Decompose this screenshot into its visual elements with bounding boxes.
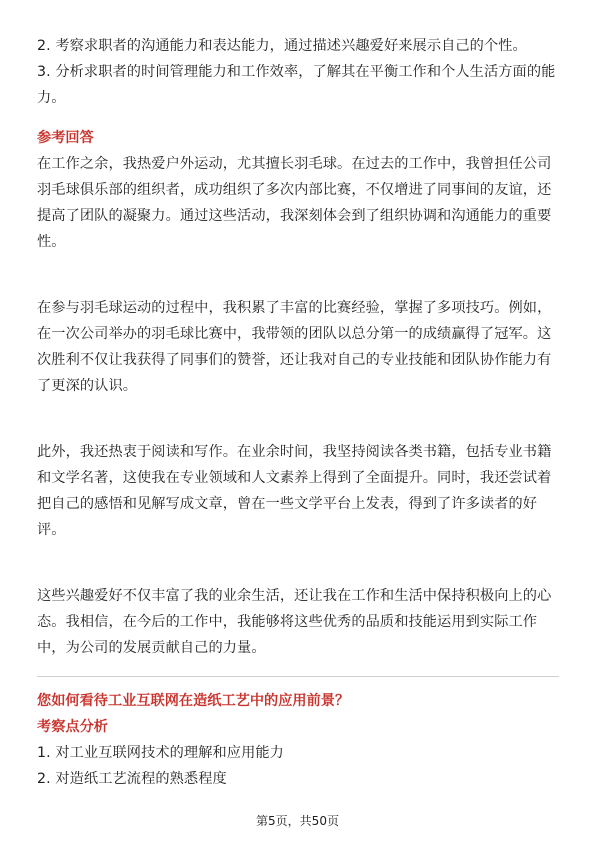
section-divider [37,676,559,677]
paragraph-line: 评。 [37,522,66,538]
analysis-item: 1. 对工业互联网技术的理解和应用能力 [37,745,284,761]
paragraph-line: 在工作之余，我热爱户外运动，尤其擅长羽毛球。在过去的工作中，我曾担任公司 [37,156,552,172]
intro-item-continuation: 力。 [37,90,66,106]
analysis-heading-block [37,714,559,740]
paragraph-line: 羽毛球俱乐部的组织者，成功组织了多次内部比赛，不仅增进了同事间的友谊，还 [37,182,552,198]
paragraph-line: 在一次公司举办的羽毛球比赛中，我带领的团队以总分第一的成绩赢得了冠军。这 [37,326,552,342]
analysis-list [37,740,559,792]
paragraph-line: 和文学名著，这使我在专业领域和人文素养上得到了全面提升。同时，我还尝试着 [37,470,552,486]
paragraph-line: 次胜利不仅让我获得了同事们的赞誉，还让我对自己的专业技能和团队协作能力有 [37,352,552,368]
analysis-item: 2. 对造纸工艺流程的熟悉程度 [37,771,227,787]
paragraph-line: 把自己的感悟和见解写成文章，曾在一些文学平台上发表，得到了许多读者的好 [37,496,538,512]
answer-heading-block [37,125,559,151]
paragraph-line: 此外，我还热衷于阅读和写作。在业余时间，我坚持阅读各类书籍，包括专业书籍 [37,444,552,460]
page-number: 第5页，共50页 [256,814,339,828]
paragraph-line: 这些兴趣爱好不仅丰富了我的业余生活，还让我在工作和生活中保持积极向上的心 [37,588,552,604]
paragraph-line: 态。我相信，在今后的工作中，我能够将这些优秀的品质和技能运用到实际工作 [37,614,538,630]
intro-item: 3. 分析求职者的时间管理能力和工作效率，了解其在平衡工作和个人生活方面的能 [37,64,556,80]
question-block [37,688,559,714]
answer-paragraph [37,295,559,399]
answer-heading: 参考回答 [37,130,94,146]
paragraph-line: 提高了团队的凝聚力。通过这些活动，我深刻体会到了组织协调和沟通能力的重要 [37,208,552,224]
question-title: 您如何看待工业互联网在造纸工艺中的应用前景？ [37,693,350,709]
paragraph-line: 性。 [37,234,66,250]
answer-paragraph [37,583,559,661]
intro-list [37,33,559,111]
paragraph-line: 中，为公司的发展贡献自己的力量。 [37,640,266,656]
paragraph-line: 在参与羽毛球运动的过程中，我积累了丰富的比赛经验，掌握了多项技巧。例如， [37,300,552,316]
paragraph-line: 了更深的认识。 [37,378,138,394]
answer-paragraph [37,151,559,255]
answer-paragraph [37,439,559,543]
analysis-heading: 考察点分析 [37,719,108,735]
intro-item: 2. 考察求职者的沟通能力和表达能力，通过描述兴趣爱好来展示自己的个性。 [37,38,527,54]
